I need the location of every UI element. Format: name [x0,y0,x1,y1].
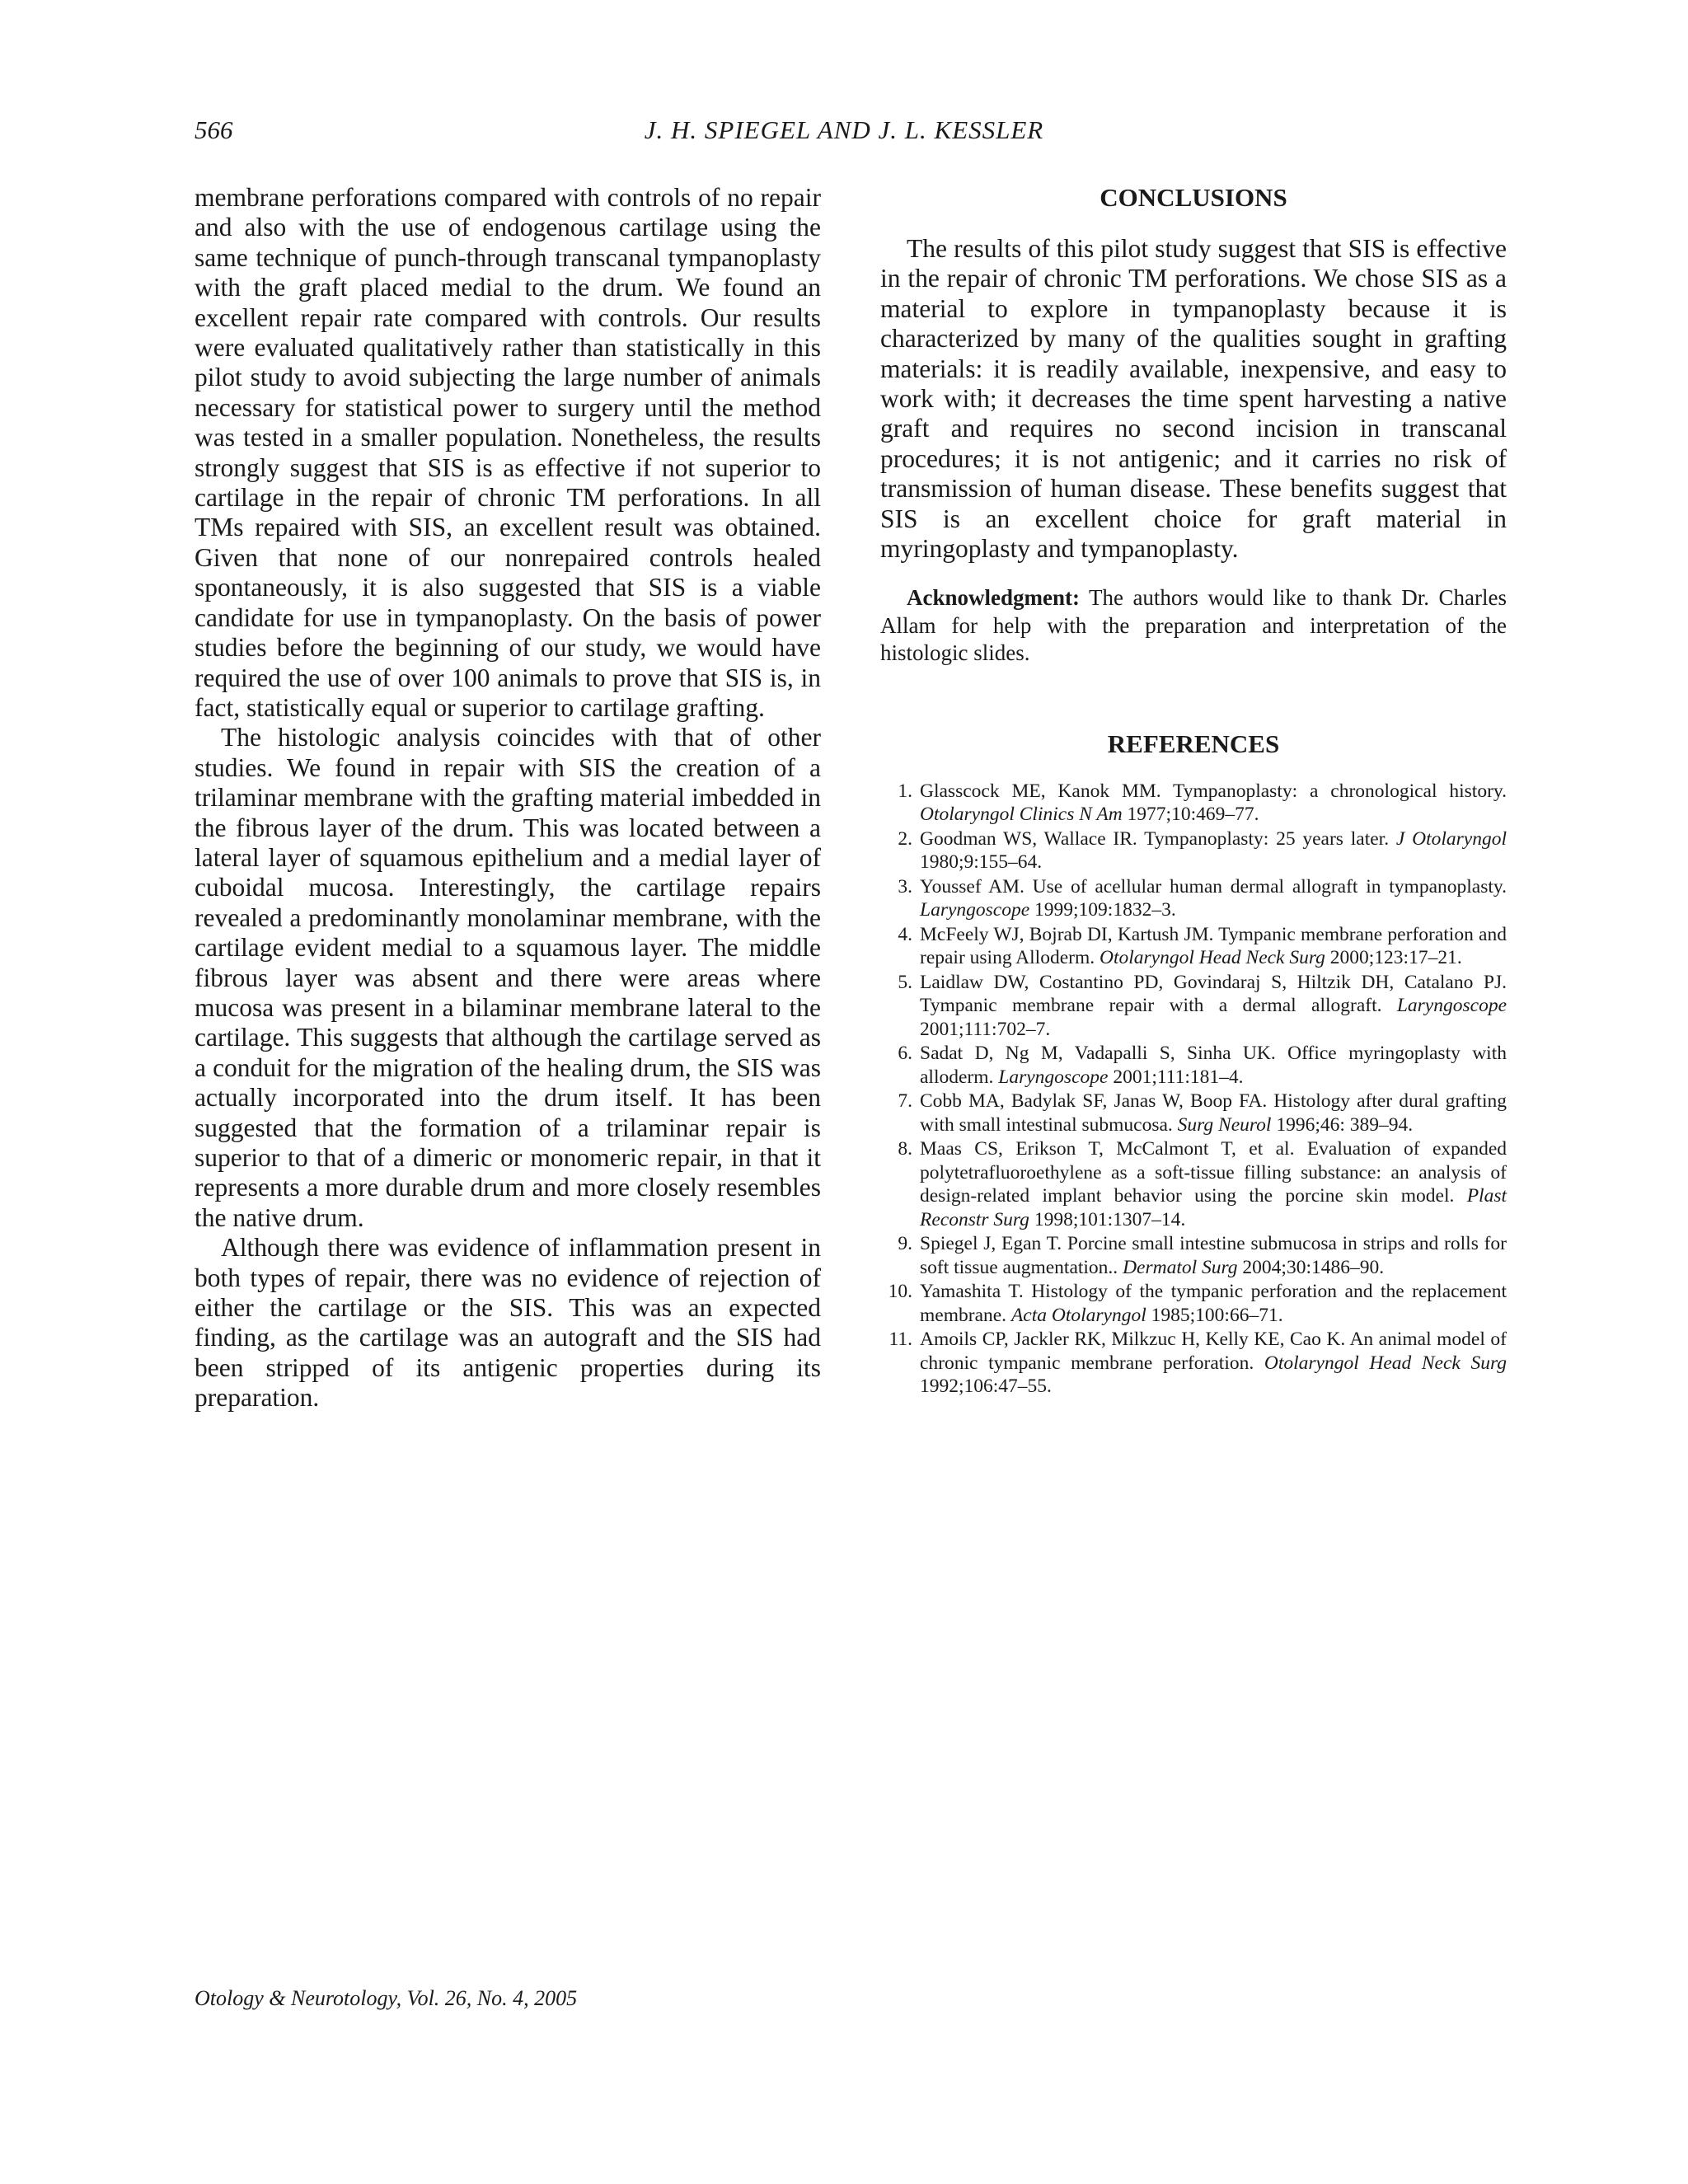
reference-authors-title: Laidlaw DW, Costantino PD, Govindaraj S, Hiltzik DH, Catalano PJ. Tympanic membrane repair with a dermal allograft. [920,971,1507,1017]
reference-journal: Plast Reconstr Surg [920,1185,1507,1230]
conclusions-heading: CONCLUSIONS [1100,183,1287,212]
body-paragraph: membrane perforations compared with controls of no repair and also with the use of endogenous cartilage using the same technique of punch-through transcanal tympanoplasty with the graft placed medial to the drum. We found an excellent repair rate compared with controls. Our results were evaluated qualitatively rather than statistically in this pilot study to avoid subjecting the large number of animals necessary for statistical power to surgery until the method was tested in a smaller population. Nonetheless, the results strongly suggest that SIS is as effective if not superior to cartilage in the repair of chronic TM perforations. In all TMs repaired with SIS, an excellent result was obtained. Given that none of our nonrepaired controls healed spontaneously, it is also suggested that SIS is a viable candidate for use in tympanoplasty. On the basis of power studies before the beginning of our study, we would have required the use of over 100 animals to prove that SIS is, in fact, statistically equal or superior to cartilage grafting. [195,183,821,722]
reference-number: 2. [898,827,912,850]
reference-text [920,780,1507,827]
reference-item [880,1232,1507,1279]
reference-citation: 2001;111:702–7. [920,1018,1051,1040]
body-paragraph: Although there was evidence of inflammation present in both types of repair, there was no evidence of rejection of either the cartilage or the SIS. This was an expected finding, as the cartilage was an autograft and the SIS had been stripped of its antigenic properties during its preparation. [195,1233,821,1413]
reference-citation: 1985;100:66–71. [1146,1304,1283,1326]
reference-journal: Laryngoscope [998,1066,1109,1088]
reference-number: 7. [898,1090,912,1113]
reference-number: 9. [898,1233,912,1255]
reference-citation: 1999;109:1832–3. [1029,899,1176,921]
reference-text [920,1090,1507,1137]
reference-item [880,827,1507,874]
reference-journal: Otolaryngol Head Neck Surg [1264,1352,1507,1374]
reference-item [880,1280,1507,1327]
reference-journal: Laryngoscope [920,899,1030,921]
reference-number: 10. [888,1281,912,1303]
reference-number: 11. [889,1329,912,1351]
reference-item [880,875,1507,922]
reference-number: 1. [898,780,912,802]
reference-item [880,1042,1507,1089]
reference-authors-title: Amoils CP, Jackler RK, Milkzuc H, Kelly KE, Cao K. An animal model of chronic tympanic membrane perforation. [920,1329,1507,1374]
reference-citation: 2004;30:1486–90. [1237,1256,1385,1278]
reference-item [880,971,1507,1042]
reference-list [880,780,1507,1399]
reference-journal: Otolaryngol Clinics N Am [920,804,1123,826]
reference-number: 8. [898,1138,912,1160]
reference-citation: 2001;111:181–4. [1108,1066,1244,1088]
reference-number: 3. [898,875,912,898]
reference-text [920,1232,1507,1279]
reference-authors-title: Spiegel J, Egan T. Porcine small intestine submucosa in strips and rolls for soft tissue augmentation.. [920,1233,1507,1278]
reference-number: 5. [898,971,912,993]
reference-journal: Acta Otolaryngol [1010,1304,1146,1326]
reference-item [880,1137,1507,1231]
reference-text [920,1137,1507,1231]
reference-authors-title: Glasscock ME, Kanok MM. Tympanoplasty: a chronological history. [920,780,1507,802]
acknowledgment-text: The authors would like to thank Dr. Charles Allam for help with the preparation and interpretation of the histologic slides. [880,585,1507,666]
reference-journal: Otolaryngol Head Neck Surg [1099,947,1325,969]
acknowledgment-label: Acknowledgment: [907,585,1080,611]
reference-text [920,923,1507,970]
reference-citation: 1977;10:469–77. [1122,804,1259,826]
reference-authors-title: Youssef AM. Use of acellular human dermal allograft in tympanoplasty. [920,875,1507,898]
reference-journal: J Otolaryngol [1395,827,1507,850]
conclusions-paragraph: The results of this pilot study suggest that SIS is effective in the repair of chronic TM perforations. We chose SIS as a material to explore in tympanoplasty because it is characterized by many of the qualities sought in grafting materials: it is readily available, inexpensive, and easy to work with; it decreases the time spent harvesting a native graft and requires no second incision in transcanal procedures; it is not antigenic; and it carries no risk of transmission of human disease. These benefits suggest that SIS is an excellent choice for graft material in myringoplasty and tympanoplasty. [880,234,1507,564]
reference-item [880,1328,1507,1399]
page-number: 566 [195,115,233,144]
reference-item [880,1090,1507,1137]
reference-citation: 1998;101:1307–14. [1029,1208,1186,1230]
journal-footer: Otology & Neurotology, Vol. 26, No. 4, 2005 [195,1986,578,2010]
reference-number: 4. [898,923,912,945]
reference-text [920,971,1507,1042]
reference-authors-title: Cobb MA, Badylak SF, Janas W, Boop FA. Histology after dural grafting with small intestinal submucosa. [920,1090,1507,1136]
reference-text [920,875,1507,922]
body-paragraph: The histologic analysis coincides with that of other studies. We found in repair with SIS the creation of a trilaminar membrane with the grafting material imbedded in the fibrous layer of the drum. This was located between a lateral layer of squamous epithelium and a medial layer of cuboidal mucosa. Interestingly, the cartilage repairs revealed a predominantly monolaminar membrane, with the cartilage evident medial to a squamous layer. The middle fibrous layer was absent and there were areas where mucosa was present in a bilaminar membrane lateral to the cartilage. This suggests that although the cartilage served as a conduit for the migration of the healing drum, the SIS was actually incorporated into the drum itself. It has been suggested that the formation of a trilaminar repair is superior to that of a dimeric or monomeric repair, in that it represents a more durable drum and more closely resembles the native drum. [195,723,821,1232]
running-header-authors: J. H. SPIEGEL AND J. L. KESSLER [644,115,1044,144]
reference-citation: 1996;46: 389–94. [1271,1113,1414,1136]
right-column [880,183,1507,1399]
reference-text [920,1328,1507,1399]
reference-number: 6. [898,1043,912,1065]
references-heading: REFERENCES [1107,729,1280,758]
reference-text [920,1042,1507,1089]
left-column [195,183,821,1413]
reference-authors-title: McFeely WJ, Bojrab DI, Kartush JM. Tympanic membrane perforation and repair using Alloderm. [920,923,1507,969]
reference-authors-title: Yamashita T. Histology of the tympanic perforation and the replacement membrane. [920,1281,1507,1326]
acknowledgment [880,584,1507,668]
reference-text [920,827,1507,874]
reference-item [880,780,1507,827]
reference-citation: 2000;123:17–21. [1325,947,1462,969]
reference-journal: Dermatol Surg [1123,1256,1238,1278]
reference-text [920,1280,1507,1327]
reference-authors-title: Maas CS, Erikson T, McCalmont T, et al. Evaluation of expanded polytetrafluoroethylene as a soft-tissue filling substance: an analysis of design-related implant behavior using the porcine skin model. [920,1138,1507,1207]
reference-journal: Surg Neurol [1177,1113,1272,1136]
reference-authors-title: Sadat D, Ng M, Vadapalli S, Sinha UK. Office myringoplasty with alloderm. [920,1043,1507,1088]
reference-item [880,923,1507,970]
reference-citation: 1992;106:47–55. [920,1376,1052,1398]
reference-journal: Laryngoscope [1396,995,1507,1017]
reference-citation: 1980;9:155–64. [920,851,1043,874]
reference-authors-title: Goodman WS, Wallace IR. Tympanoplasty: 25 years later. [920,827,1396,850]
